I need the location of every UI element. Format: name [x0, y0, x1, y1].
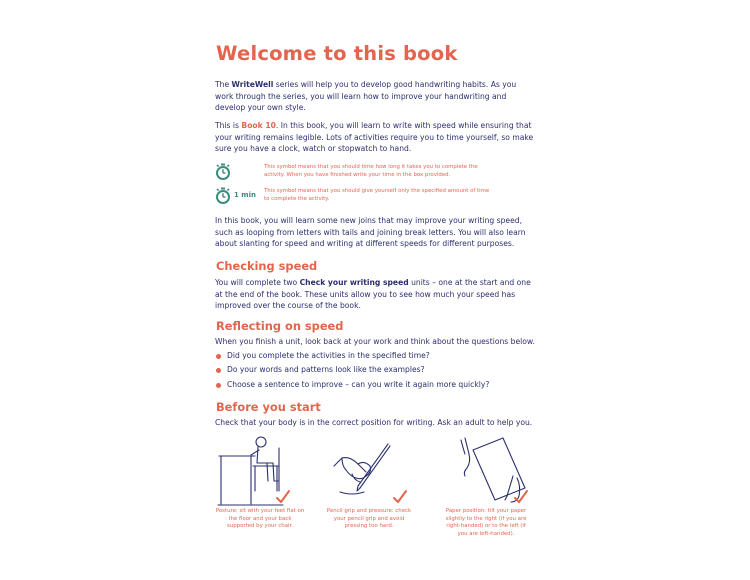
book-page [215, 0, 535, 580]
symbol-description: This symbol means that you should give yourself only the specified amount of time to complete the activity. [264, 188, 490, 202]
symbol-description: This symbol means that you should time how long it takes you to complete the activity. When you have finished write your time in the box provided. [264, 164, 478, 178]
heading-checking-speed: Checking speed [216, 259, 318, 273]
illustration-caption: Pencil grip and pressure: check your pencil grip and avoid pressing too hard. [326, 508, 412, 530]
question-list [215, 351, 535, 394]
heading-before-you-start: Before you start [216, 400, 321, 414]
stopwatch-icon [215, 163, 231, 180]
list-item: Choose a sentence to improve – can you write it again more quickly? [215, 380, 535, 394]
symbol-row-timed [215, 187, 535, 207]
series-name: WriteWell [231, 80, 274, 89]
check-icon [275, 489, 291, 505]
checking-paragraph: You will complete two Check your writing speed units – one at the start and one at the end of the book. These units allow you to see how much your speed has improved over the course of the book. [215, 278, 531, 311]
before-paragraph: Check that your body is in the correct position for writing. Ask an adult to help you. [215, 418, 533, 427]
posture-illustration [217, 436, 307, 508]
page-title: Welcome to this book [216, 42, 458, 65]
symbol-label: 1 min [234, 191, 256, 199]
heading-reflecting-on-speed: Reflecting on speed [216, 319, 344, 333]
illustration-caption: Posture: sit with your feet flat on the floor and your back supported by your chair. [215, 508, 305, 530]
paragraph-3: In this book, you will learn some new joins that may improve your writing speed, such as looping from letters with tails and joining break letters. You will also learn about slanting for speed and writing at different speeds for different purposes. [215, 216, 526, 249]
stopwatch-icon [215, 187, 231, 204]
reflecting-intro: When you finish a unit, look back at your work and think about the questions below. [215, 337, 535, 346]
illustration-caption: Paper position: tilt your paper slightly to the right (if you are right-handed) or to the left (if you are left-handed). [445, 508, 527, 537]
intro-paragraph-1: The WriteWell series will help you to develop good handwriting habits. As you work through the series, you will learn how to improve your handwriting and develop your own style. [215, 80, 517, 113]
book-number: Book 10 [241, 121, 276, 130]
check-icon [392, 489, 408, 505]
intro-paragraph-2: This is Book 10. In this book, you will learn to write with speed while ensuring that your writing remains legible. Lots of activities require you to time yourself, so make sure you have a clock, watch or stopwatch to hand. [215, 121, 534, 154]
symbol-row-timer [215, 163, 535, 183]
pencil-grip-illustration [332, 436, 422, 508]
list-item: Do your words and patterns look like the examples? [215, 365, 535, 379]
check-icon [513, 489, 529, 505]
list-item: Did you complete the activities in the specified time? [215, 351, 535, 365]
